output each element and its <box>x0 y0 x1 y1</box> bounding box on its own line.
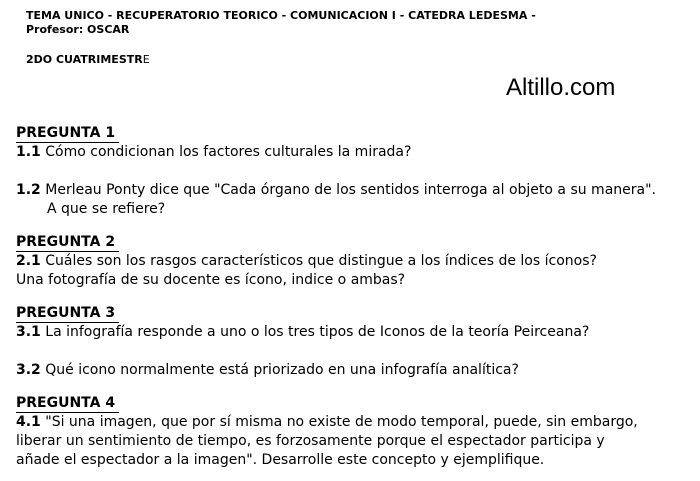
question-1-1 <box>16 143 700 162</box>
question-3-2 <box>16 361 700 380</box>
question-2-1 <box>16 252 700 271</box>
question-4-title: PREGUNTA 4 <box>16 395 119 413</box>
semester-tail: E <box>142 53 150 66</box>
question-4-1-line-2: liberar un sentimiento de tiempo, es forzosamente porque el espectador participa y <box>16 433 605 449</box>
question-4-1 <box>16 413 700 432</box>
semester-main: 2DO CUATRIMESTR <box>26 53 143 66</box>
professor-line: Profesor: OSCAR <box>26 23 130 36</box>
question-4-1-line-3: añade el espectador a la imagen". Desarrolle este concepto y ejemplifique. <box>16 452 545 468</box>
questions-content <box>16 122 700 470</box>
question-number: 1.1 <box>16 144 41 160</box>
question-1-title: PREGUNTA 1 <box>16 125 119 143</box>
question-number: 2.1 <box>16 253 41 269</box>
question-2-title: PREGUNTA 2 <box>16 234 119 252</box>
question-1-2 <box>16 181 700 200</box>
question-3-title: PREGUNTA 3 <box>16 305 119 323</box>
question-text-line-1: "Si una imagen, que por sí misma no existe de modo temporal, puede, sin embargo, <box>40 414 638 430</box>
question-text: Merleau Ponty dice que "Cada órgano de los sentidos interroga al objeto a su manera". <box>40 182 656 198</box>
question-2-1-continuation: Una fotografía de su docente es ícono, indice o ambas? <box>16 272 406 288</box>
question-number: 4.1 <box>16 414 41 430</box>
exam-title: TEMA UNICO - RECUPERATORIO TEORICO - COMUNICACION I - CATEDRA LEDESMA - <box>26 9 536 22</box>
question-text: Cómo condicionan los factores culturales la mirada? <box>40 144 412 160</box>
question-1-2-continuation: A que se refiere? <box>47 201 166 217</box>
question-text: Cuáles son los rasgos característicos que distingue a los índices de los íconos? <box>40 253 597 269</box>
question-number: 1.2 <box>16 182 41 198</box>
semester-label <box>26 53 150 67</box>
question-3-1 <box>16 323 700 342</box>
question-number: 3.1 <box>16 324 41 340</box>
question-number: 3.2 <box>16 362 41 378</box>
question-text: Qué icono normalmente está priorizado en una infografía analítica? <box>40 362 519 378</box>
question-text: La infografía responde a uno o los tres tipos de Iconos de la teoría Peirceana? <box>40 324 590 340</box>
watermark-logo: Altillo.com <box>506 74 616 101</box>
exam-header <box>26 9 536 37</box>
